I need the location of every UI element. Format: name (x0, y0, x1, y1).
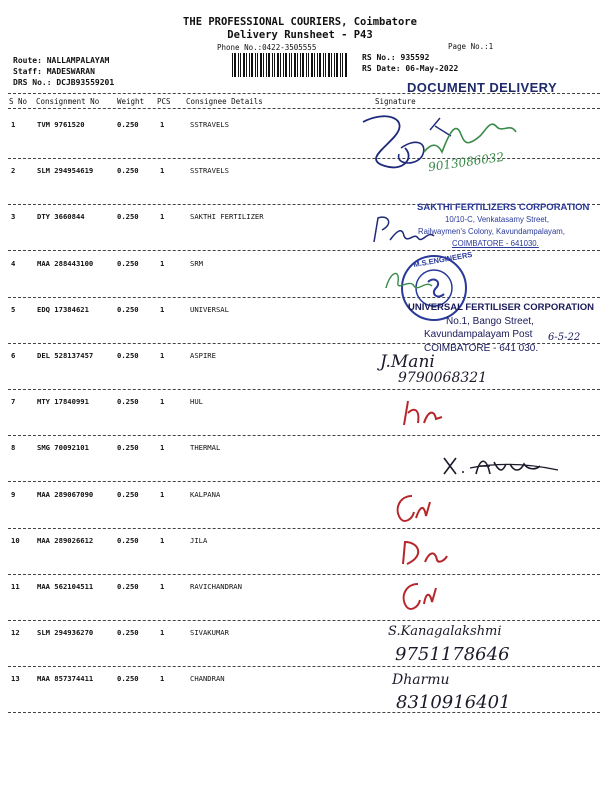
row-weight: 0.250 (117, 535, 139, 545)
barcode-bar (274, 53, 275, 77)
row-pcs: 1 (160, 582, 165, 591)
row-consignee: SRM (190, 258, 203, 268)
row-pcs: 1 (160, 489, 165, 499)
barcode-bar (268, 53, 270, 77)
row-sno: 5 (11, 304, 16, 314)
row-sno: 6 (11, 351, 16, 360)
col-consignee: Consignee Details (186, 97, 263, 106)
row6-name-handwritten: J.Mani (380, 352, 435, 372)
universal-stamp-line2: Kavundampalayam Post (424, 329, 533, 340)
barcode-bar (243, 53, 245, 77)
row-divider (8, 528, 600, 529)
row-consignment: EDQ 17384621 (37, 304, 89, 314)
company-title: THE PROFESSIONAL COURIERS, Coimbatore (183, 16, 417, 28)
barcode-bar (251, 53, 253, 77)
signature-row1-green (420, 112, 540, 162)
barcode-bar (302, 53, 304, 77)
row-divider (8, 250, 600, 251)
row12-phone-handwritten: 9751178646 (395, 644, 510, 665)
row-weight: 0.250 (117, 258, 139, 268)
header-top-rule (8, 93, 600, 94)
barcode-bar (314, 53, 315, 77)
universal-stamp-line1: No.1, Bango Street, (446, 316, 534, 327)
route-label: Route: NALLAMPALAYAM (13, 56, 110, 65)
row-consignment: SMG 70092101 (37, 443, 89, 453)
barcode-bar (260, 53, 262, 77)
row-divider (8, 666, 600, 667)
row-sno: 3 (11, 212, 16, 222)
row-pcs: 1 (160, 351, 165, 360)
page-number: Page No.:1 (448, 42, 494, 51)
col-consignment: Consignment No (36, 97, 100, 106)
barcode-bar (336, 53, 338, 77)
row-sno: 1 (11, 120, 16, 129)
row-pcs: 1 (160, 258, 165, 268)
rs-number: RS No.: 935592 (362, 53, 430, 62)
barcode-bar (342, 53, 343, 77)
row-sno: 9 (11, 489, 16, 499)
row-consignee: SIVAKUMAR (190, 628, 229, 638)
engineers-seal-text: M.S.ENGINEERS (412, 249, 473, 270)
row-consignment: SLM 294936270 (37, 628, 94, 638)
barcode-bar (272, 53, 273, 77)
header-bottom-rule (8, 108, 600, 109)
row13-phone-handwritten: 8310916401 (396, 692, 511, 713)
row-sno: 12 (11, 628, 20, 638)
row-weight: 0.250 (117, 443, 139, 453)
barcode-bar (291, 53, 292, 77)
barcode-bar (334, 53, 335, 77)
row-pcs: 1 (160, 212, 165, 222)
row-consignment: MTY 17840991 (37, 397, 89, 407)
barcode-bar (325, 53, 326, 77)
row-divider (8, 574, 600, 575)
drs-number: DRS No.: DCJB93559201 (13, 78, 115, 87)
rs-date: RS Date: 06-May-2022 (362, 64, 459, 73)
barcode-bar (246, 53, 247, 77)
phone-number: Phone No.:0422-3505555 (217, 43, 317, 52)
staff-label: Staff: MADESWARAN (13, 67, 95, 76)
signature-row7 (398, 397, 448, 429)
row-divider (8, 389, 600, 390)
row-weight: 0.250 (117, 166, 139, 176)
barcode-bar (249, 53, 250, 77)
row-consignee: CHANDRAN (190, 674, 225, 684)
row-divider (8, 297, 600, 298)
barcode-bar (319, 53, 321, 77)
row-consignment: SLM 294954619 (37, 166, 94, 176)
row-consignee: THERMAL (190, 443, 221, 453)
barcode-bar (323, 53, 324, 77)
sakthi-stamp-line3: COIMBATORE - 641030. (452, 239, 539, 248)
barcode-bar (240, 53, 241, 77)
row-consignee: UNIVERSAL (190, 304, 229, 314)
row-consignee: SAKTHI FERTILIZER (190, 212, 264, 222)
document-delivery-stamp: DOCUMENT DELIVERY (407, 80, 558, 95)
row-divider (8, 620, 600, 621)
row-consignee: HUL (190, 397, 203, 407)
barcode-bar (345, 53, 347, 77)
row-pcs: 1 (160, 628, 165, 638)
row1-phone-handwritten: 9013086032 (427, 149, 505, 175)
row-weight: 0.250 (117, 120, 139, 129)
row-weight: 0.250 (117, 351, 139, 360)
barcode-bar (257, 53, 258, 77)
row-weight: 0.250 (117, 582, 139, 591)
universal-stamp-name: UNIVERSAL FERTILISER CORPORATION (408, 302, 594, 313)
row-pcs: 1 (160, 120, 165, 129)
barcode-bar (266, 53, 267, 77)
row-pcs: 1 (160, 443, 165, 453)
row-consignment: MAA 857374411 (37, 674, 94, 684)
signature-row11 (396, 578, 446, 614)
barcode-bar (277, 53, 279, 77)
row-divider (8, 158, 600, 159)
row-weight: 0.250 (117, 212, 139, 222)
row-sno: 13 (11, 674, 20, 684)
row-pcs: 1 (160, 166, 165, 176)
row-weight: 0.250 (117, 489, 139, 499)
barcode (231, 53, 348, 77)
universal-stamp-line3: COIMBATORE - 641 030. (424, 343, 539, 354)
col-sno: S No (9, 97, 28, 106)
signature-row8 (440, 452, 560, 480)
signature-row10 (395, 538, 450, 568)
row-pcs: 1 (160, 304, 165, 314)
row-sno: 10 (11, 535, 20, 545)
row13-name-handwritten: Dharmu (392, 672, 450, 688)
row-consignee: RAVICHANDRAN (190, 582, 242, 591)
row-weight: 0.250 (117, 397, 139, 407)
row-consignment: MAA 289067090 (37, 489, 94, 499)
row-divider (8, 435, 600, 436)
barcode-bar (308, 53, 309, 77)
barcode-bar (297, 53, 298, 77)
row-sno: 7 (11, 397, 16, 407)
sakthi-stamp-line2: Railwaymen's Colony, Kavundampalayam, (418, 227, 565, 236)
row-consignment: DTY 3660844 (37, 212, 85, 222)
barcode-bar (294, 53, 296, 77)
runsheet-title: Delivery Runsheet - P43 (227, 29, 373, 41)
barcode-bar (238, 53, 239, 77)
barcode-bar (285, 53, 287, 77)
row-pcs: 1 (160, 535, 165, 545)
row-consignee: ASPIRE (190, 351, 216, 360)
sakthi-stamp-line1: 10/10-C, Venkatasamy Street, (445, 215, 550, 224)
row-weight: 0.250 (117, 304, 139, 314)
row5-date-handwritten: 6-5-22 (548, 332, 581, 343)
row-consignment: MAA 562104511 (37, 582, 94, 591)
barcode-bar (317, 53, 318, 77)
barcode-bar (331, 53, 332, 77)
col-weight: Weight (117, 97, 145, 106)
barcode-bar (255, 53, 256, 77)
row-consignee: JILA (190, 535, 208, 545)
barcode-bar (283, 53, 284, 77)
row-divider (8, 712, 600, 713)
barcode-bar (328, 53, 330, 77)
row-consignment: DEL 528137457 (37, 351, 94, 360)
row-consignment: MAA 289026612 (37, 535, 94, 545)
row-weight: 0.250 (117, 628, 139, 638)
barcode-bar (234, 53, 236, 77)
row-pcs: 1 (160, 674, 165, 684)
barcode-bar (300, 53, 301, 77)
sakthi-stamp-name: SAKTHI FERTILIZERS CORPORATION (417, 202, 590, 213)
row-consignee: KALPANA (190, 489, 221, 499)
row-sno: 2 (11, 166, 16, 176)
signature-row9 (390, 490, 440, 526)
col-signature: Signature (375, 97, 416, 106)
col-pcs: PCS (157, 97, 171, 106)
barcode-bar (280, 53, 281, 77)
barcode-bar (306, 53, 307, 77)
row-consignee: SSTRAVELS (190, 120, 229, 129)
row12-name-handwritten: S.Kanagalakshmi (388, 624, 502, 639)
row6-phone-handwritten: 9790068321 (398, 370, 488, 386)
barcode-bar (263, 53, 264, 77)
row-consignee: SSTRAVELS (190, 166, 229, 176)
row-pcs: 1 (160, 397, 165, 407)
row-consignment: MAA 288443100 (37, 258, 94, 268)
signature-row1 (355, 108, 595, 188)
row-sno: 8 (11, 443, 16, 453)
row-weight: 0.250 (117, 674, 139, 684)
row-sno: 11 (11, 582, 20, 591)
barcode-bar (232, 53, 233, 77)
row-sno: 4 (11, 258, 16, 268)
barcode-bar (340, 53, 341, 77)
barcode-bar (289, 53, 290, 77)
barcode-bar (311, 53, 313, 77)
row-divider (8, 481, 600, 482)
row-consignment: TVM 9761520 (37, 120, 85, 129)
